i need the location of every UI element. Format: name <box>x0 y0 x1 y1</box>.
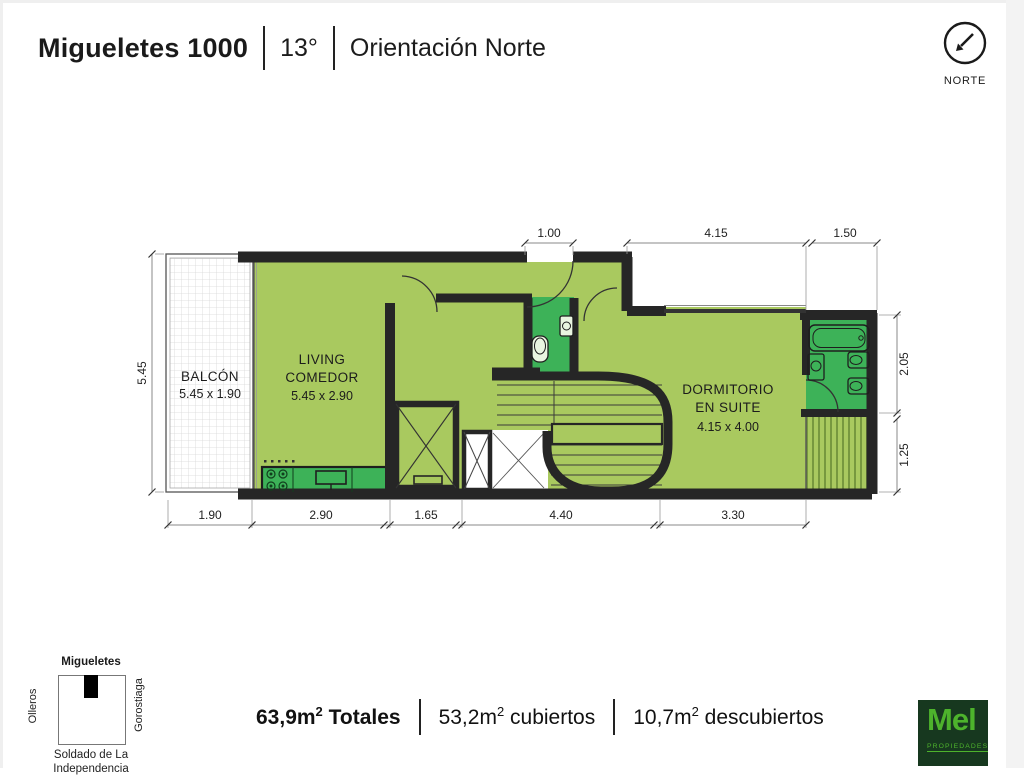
dormitorio-size: 4.15 x 4.00 <box>697 420 759 434</box>
dormitorio-label-line2: EN SUITE <box>695 400 761 415</box>
dim-bottom-2: 2.90 <box>309 508 333 522</box>
balcon-label: BALCÓN <box>181 369 239 384</box>
ensuite-bathroom <box>806 320 872 413</box>
map-street-south-line1: Soldado de La <box>53 749 129 761</box>
dim-bottom-5: 3.30 <box>721 508 745 522</box>
orientation-label: Orientación Norte <box>349 33 546 62</box>
dim-top-3: 1.50 <box>833 226 857 240</box>
dim-bottom-1: 1.90 <box>198 508 222 522</box>
dim-right-2: 1.25 <box>897 443 911 467</box>
totals-divider <box>613 699 615 735</box>
header-divider <box>263 26 265 70</box>
page-edge-top <box>0 0 1024 3</box>
living-label-line1: LIVING <box>298 352 346 367</box>
page-edge-right <box>1006 0 1024 768</box>
north-compass <box>939 20 991 87</box>
map-street-east: Gorostiaga <box>133 678 145 732</box>
dim-top-2: 4.15 <box>704 226 728 240</box>
map-street-north: Migueletes <box>61 656 121 668</box>
living-label-line2: COMEDOR <box>285 370 359 385</box>
map-street-west: Olleros <box>27 688 39 724</box>
dim-bottom-4: 4.40 <box>549 508 573 522</box>
shafts <box>464 430 548 491</box>
living-size: 5.45 x 2.90 <box>291 389 353 403</box>
covered-area: $53,2m^2$ cubiertos <box>438 704 596 729</box>
logo-name: Mel <box>927 702 976 737</box>
dim-left-1: 5.45 <box>135 361 149 385</box>
dim-right-1: 2.05 <box>897 352 911 376</box>
header-divider <box>333 26 335 70</box>
area-totals <box>256 699 824 735</box>
mel-propiedades-logo <box>918 700 988 766</box>
dormitorio-label-line1: DORMITORIO <box>682 382 774 397</box>
dim-bottom-3: 1.65 <box>414 508 438 522</box>
uncovered-area: $10,7m^2$ descubiertos <box>633 704 824 729</box>
page-title: Migueletes 1000 <box>38 32 249 63</box>
map-building-marker <box>84 675 98 698</box>
header <box>38 26 546 70</box>
compass-label: NORTE <box>943 75 987 87</box>
balcon-size: 5.45 x 1.90 <box>179 387 241 401</box>
terrace-hatch <box>806 417 872 492</box>
logo-subtitle: PROPIEDADES <box>927 743 988 750</box>
totals-divider <box>419 699 421 735</box>
floor-plan <box>120 213 920 543</box>
elevator <box>396 404 456 488</box>
north-compass-icon <box>941 20 989 68</box>
location-map <box>0 650 180 775</box>
total-area: $63,9m^2$ Totales <box>256 704 401 729</box>
map-street-south-line2: Independencia <box>53 763 129 775</box>
dim-top-1: 1.00 <box>537 226 561 240</box>
floor-number: 13° <box>280 33 318 62</box>
map-street-south <box>53 748 128 776</box>
